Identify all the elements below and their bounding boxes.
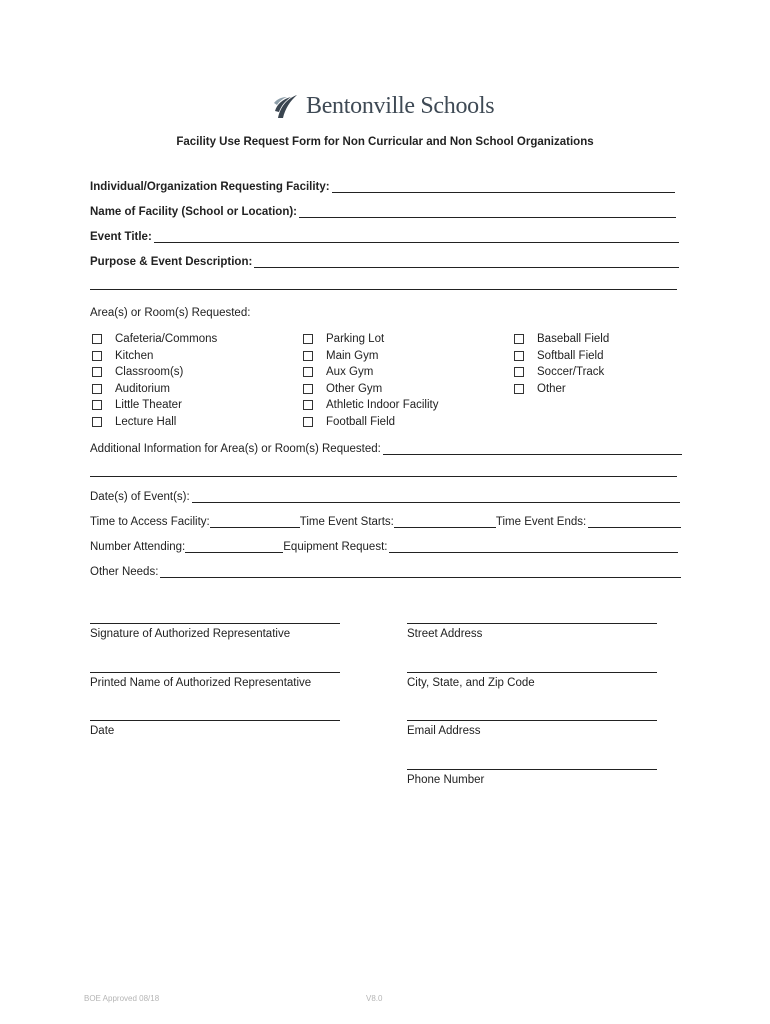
checkbox[interactable]	[514, 384, 524, 394]
phone-number-line[interactable]	[407, 769, 657, 770]
checkbox-label: Classroom(s)	[115, 366, 184, 379]
phone-number-block[interactable]	[407, 769, 657, 786]
other-needs-field[interactable]	[90, 562, 681, 578]
checkbox-label: Football Field	[326, 415, 396, 428]
form-title: Facility Use Request Form for Non Curricular and Non School Organizations	[176, 136, 594, 148]
purpose-extra-line[interactable]	[90, 289, 677, 290]
checkbox-label: Auditorium	[115, 382, 170, 395]
checkbox-label: Aux Gym	[326, 366, 374, 379]
checkbox-label: Soccer/Track	[537, 366, 605, 379]
checkbox-item[interactable]	[92, 348, 217, 365]
requesting-line[interactable]	[332, 180, 675, 193]
signature-label: Signature of Authorized Representative	[90, 628, 291, 640]
phone-number-label: Phone Number	[407, 774, 485, 786]
logo-text: Bentonville Schools	[306, 92, 495, 119]
city-state-zip-block[interactable]	[407, 672, 657, 689]
street-address-line[interactable]	[407, 623, 657, 624]
checkbox[interactable]	[92, 334, 102, 344]
purpose-label: Purpose & Event Description:	[90, 256, 253, 268]
checkbox-item[interactable]	[514, 348, 609, 365]
checkbox-label: Other	[537, 382, 566, 395]
checkbox-item[interactable]	[303, 364, 439, 381]
checkbox-item[interactable]	[303, 348, 439, 365]
checkbox-label: Kitchen	[115, 349, 154, 362]
time-access-line[interactable]	[210, 515, 300, 528]
street-address-label: Street Address	[407, 628, 483, 640]
checkbox-label: Parking Lot	[326, 333, 385, 346]
checkbox-item[interactable]	[303, 381, 439, 398]
areas-column-3	[514, 331, 609, 397]
checkbox[interactable]	[514, 351, 524, 361]
dates-line[interactable]	[192, 490, 680, 503]
event-title-label: Event Title:	[90, 231, 152, 243]
checkbox-label: Baseball Field	[537, 333, 610, 346]
checkbox-item[interactable]	[303, 414, 439, 431]
areas-column-2	[303, 331, 439, 430]
checkbox-item[interactable]	[303, 397, 439, 414]
checkbox[interactable]	[303, 384, 313, 394]
signature-block[interactable]	[90, 623, 340, 640]
other-needs-label: Other Needs:	[90, 566, 159, 578]
areas-column-1	[92, 331, 217, 430]
purpose-field[interactable]	[90, 252, 679, 268]
checkbox-label: Little Theater	[115, 399, 182, 412]
checkbox-item[interactable]	[92, 364, 217, 381]
checkbox-item[interactable]	[92, 331, 217, 348]
checkbox[interactable]	[92, 367, 102, 377]
time-starts-label: Time Event Starts:	[299, 516, 394, 528]
requesting-field[interactable]	[90, 177, 675, 193]
facility-name-line[interactable]	[299, 205, 676, 218]
email-address-line[interactable]	[407, 720, 657, 721]
printed-name-block[interactable]	[90, 672, 340, 689]
number-attending-line[interactable]	[185, 540, 283, 553]
checkbox[interactable]	[303, 417, 313, 427]
printed-name-label: Printed Name of Authorized Representative	[90, 677, 312, 689]
facility-name-field[interactable]	[90, 202, 676, 218]
equipment-line[interactable]	[389, 540, 678, 553]
checkbox-item[interactable]	[514, 381, 609, 398]
checkbox-item[interactable]	[514, 364, 609, 381]
checkbox-label: Main Gym	[326, 349, 379, 362]
additional-info-line[interactable]	[383, 442, 682, 455]
date-line[interactable]	[90, 720, 340, 721]
event-title-line[interactable]	[154, 230, 679, 243]
checkbox[interactable]	[92, 417, 102, 427]
checkbox[interactable]	[303, 367, 313, 377]
logo	[274, 92, 494, 120]
footer-approved: BOE Approved 08/18	[84, 994, 160, 1003]
date-block[interactable]	[90, 720, 340, 737]
checkbox-item[interactable]	[514, 331, 609, 348]
checkbox-item[interactable]	[92, 414, 217, 431]
printed-name-line[interactable]	[90, 672, 340, 673]
time-access-label: Time to Access Facility:	[90, 516, 210, 528]
additional-info-label: Additional Information for Area(s) or Room(s) Requested:	[90, 443, 381, 455]
bentonville-logo-mark-icon	[274, 93, 298, 119]
requesting-label: Individual/Organization Requesting Facility:	[90, 181, 330, 193]
email-address-label: Email Address	[407, 725, 481, 737]
checkbox[interactable]	[303, 334, 313, 344]
times-row	[90, 512, 681, 528]
email-address-block[interactable]	[407, 720, 657, 737]
time-ends-label: Time Event Ends:	[495, 516, 587, 528]
footer-version: V8.0	[366, 994, 383, 1003]
checkbox-label: Cafeteria/Commons	[115, 333, 218, 346]
dates-label: Date(s) of Event(s):	[90, 491, 190, 503]
checkbox[interactable]	[92, 351, 102, 361]
checkbox[interactable]	[92, 384, 102, 394]
city-state-zip-label: City, State, and Zip Code	[407, 677, 535, 689]
date-label: Date	[90, 725, 115, 737]
street-address-block[interactable]	[407, 623, 657, 640]
other-needs-line[interactable]	[160, 565, 681, 578]
number-attending-label: Number Attending:	[90, 541, 186, 553]
time-ends-line[interactable]	[588, 515, 681, 528]
additional-info-field[interactable]	[90, 439, 682, 455]
event-title-field[interactable]	[90, 227, 679, 243]
additional-info-extra-line[interactable]	[90, 476, 677, 477]
areas-label: Area(s) or Room(s) Requested:	[90, 307, 251, 319]
checkbox-label: Softball Field	[537, 349, 604, 362]
city-state-zip-line[interactable]	[407, 672, 657, 673]
checkbox-label: Lecture Hall	[115, 415, 177, 428]
checkbox[interactable]	[514, 367, 524, 377]
time-starts-line[interactable]	[394, 515, 496, 528]
facility-name-label: Name of Facility (School or Location):	[90, 206, 298, 218]
purpose-line[interactable]	[254, 255, 679, 268]
attending-row	[90, 537, 678, 553]
checkbox-item[interactable]	[303, 331, 439, 348]
checkbox-item[interactable]	[92, 397, 217, 414]
checkbox[interactable]	[303, 400, 313, 410]
signature-line[interactable]	[90, 623, 340, 624]
equipment-label: Equipment Request:	[283, 541, 388, 553]
checkbox[interactable]	[92, 400, 102, 410]
checkbox[interactable]	[514, 334, 524, 344]
checkbox-label: Other Gym	[326, 382, 383, 395]
checkbox-label: Athletic Indoor Facility	[326, 399, 439, 412]
checkbox[interactable]	[303, 351, 313, 361]
dates-field[interactable]	[90, 487, 680, 503]
checkbox-item[interactable]	[92, 381, 217, 398]
